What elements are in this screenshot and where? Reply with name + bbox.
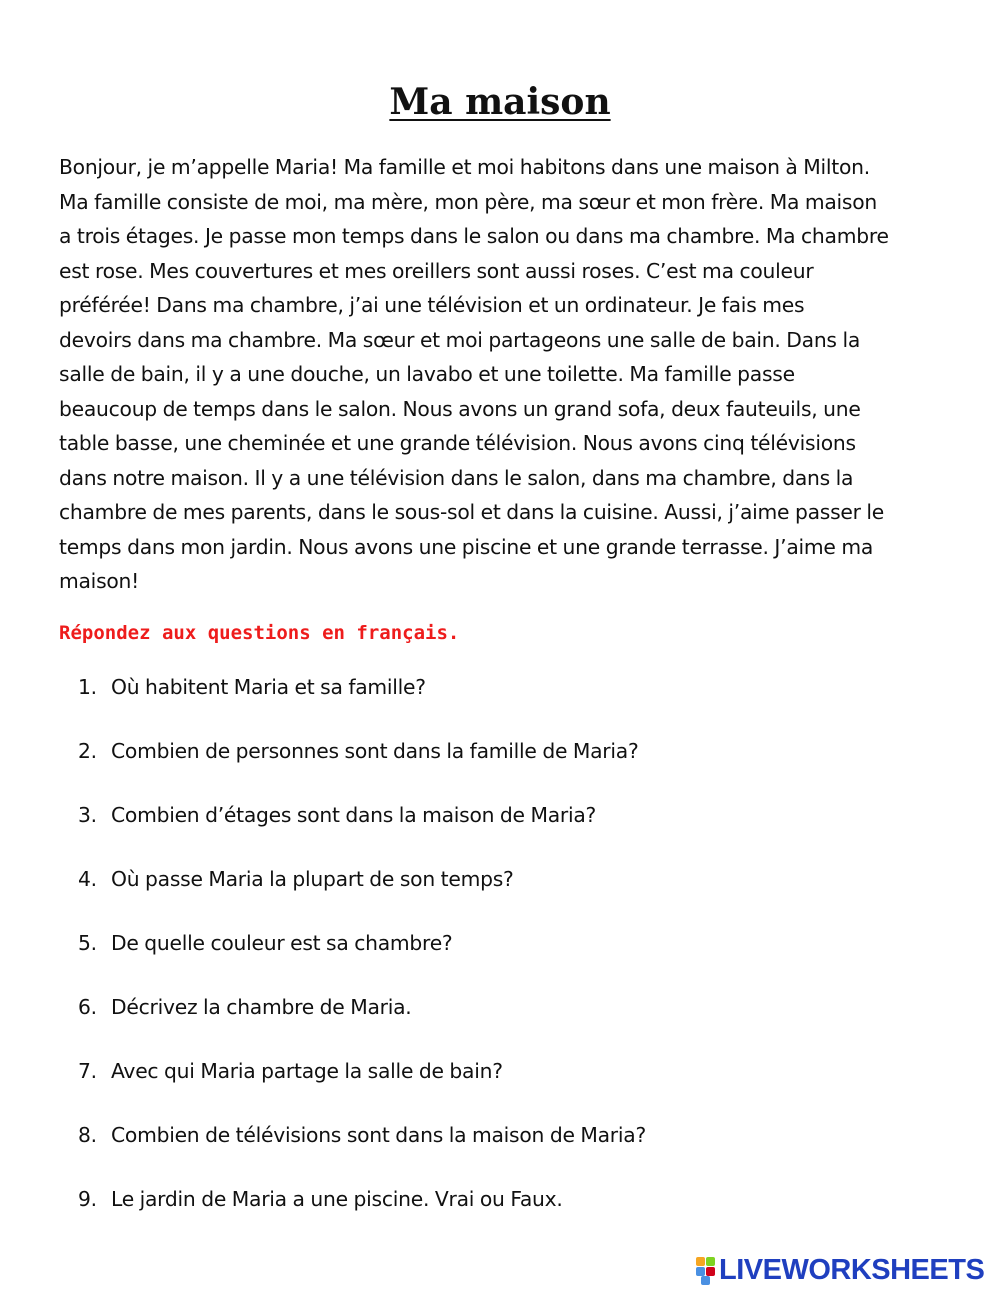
question-number: 2. xyxy=(78,739,97,763)
passage-line: dans notre maison. Il y a une télévision dans le salon, dans ma chambre, dans la xyxy=(59,465,854,490)
question-text: De quelle couleur est sa chambre? xyxy=(111,931,453,955)
question-number: 8. xyxy=(78,1123,97,1147)
question-item xyxy=(78,1056,646,1120)
passage-line: beaucoup de temps dans le salon. Nous avons un grand sofa, deux fauteuils, une xyxy=(59,396,861,421)
question-text: Combien d’étages sont dans la maison de Maria? xyxy=(111,803,597,827)
question-item xyxy=(78,1120,646,1184)
question-item xyxy=(78,864,646,928)
passage-line: Ma famille consiste de moi, ma mère, mon père, ma sœur et mon frère. Ma maison xyxy=(59,189,878,214)
question-number: 7. xyxy=(78,1059,97,1083)
liveworksheets-logo[interactable] xyxy=(696,1253,984,1287)
question-text: Où habitent Maria et sa famille? xyxy=(111,675,426,699)
passage-line: temps dans mon jardin. Nous avons une piscine et une grande terrasse. J’aime ma xyxy=(59,534,874,559)
logo-tile xyxy=(706,1267,715,1276)
question-text: Avec qui Maria partage la salle de bain? xyxy=(111,1059,503,1083)
question-item xyxy=(78,672,646,736)
question-item xyxy=(78,800,646,864)
question-text: Combien de personnes sont dans la famille de Maria? xyxy=(111,739,639,763)
question-text: Décrivez la chambre de Maria. xyxy=(111,995,412,1019)
question-list xyxy=(78,672,646,1248)
question-item xyxy=(78,736,646,800)
question-number: 3. xyxy=(78,803,97,827)
passage-line: maison! xyxy=(59,569,140,593)
reading-passage xyxy=(59,150,944,599)
question-item xyxy=(78,1184,646,1248)
question-text: Où passe Maria la plupart de son temps? xyxy=(111,867,514,891)
logo-tile xyxy=(701,1276,710,1285)
passage-line: Bonjour, je m’appelle Maria! Ma famille et moi habitons dans une maison à Milton. xyxy=(59,155,870,179)
passage-line: a trois étages. Je passe mon temps dans le salon ou dans ma chambre. Ma chambre xyxy=(59,224,889,248)
question-item xyxy=(78,928,646,992)
question-number: 4. xyxy=(78,867,97,891)
question-text: Combien de télévisions sont dans la maison de Maria? xyxy=(111,1123,646,1147)
question-number: 1. xyxy=(78,675,97,699)
question-number: 9. xyxy=(78,1187,97,1211)
passage-line: chambre de mes parents, dans le sous-sol et dans la cuisine. Aussi, j’aime passer le xyxy=(59,500,885,524)
passage-line: préférée! Dans ma chambre, j’ai une télévision et un ordinateur. Je fais mes xyxy=(59,293,805,317)
instructions-heading: Répondez aux questions en français. xyxy=(59,622,460,644)
logo-tile xyxy=(706,1257,715,1266)
question-number: 5. xyxy=(78,931,97,955)
page-title: Ma maison xyxy=(389,81,611,123)
liveworksheets-logo-icon xyxy=(696,1255,716,1285)
logo-tile xyxy=(696,1257,705,1266)
logo-tile xyxy=(696,1267,705,1276)
passage-line: salle de bain, il y a une douche, un lavabo et une toilette. Ma famille passe xyxy=(59,362,795,386)
question-text: Le jardin de Maria a une piscine. Vrai ou Faux. xyxy=(111,1187,563,1211)
passage-line: table basse, une cheminée et une grande télévision. Nous avons cinq télévisions xyxy=(59,431,856,455)
passage-line: devoirs dans ma chambre. Ma sœur et moi partageons une salle de bain. Dans la xyxy=(59,327,861,352)
question-item xyxy=(78,992,646,1056)
question-number: 6. xyxy=(78,995,97,1019)
passage-line: est rose. Mes couvertures et mes oreillers sont aussi roses. C’est ma couleur xyxy=(59,258,814,283)
liveworksheets-logo-text: LIVEWORKSHEETS xyxy=(719,1254,985,1286)
